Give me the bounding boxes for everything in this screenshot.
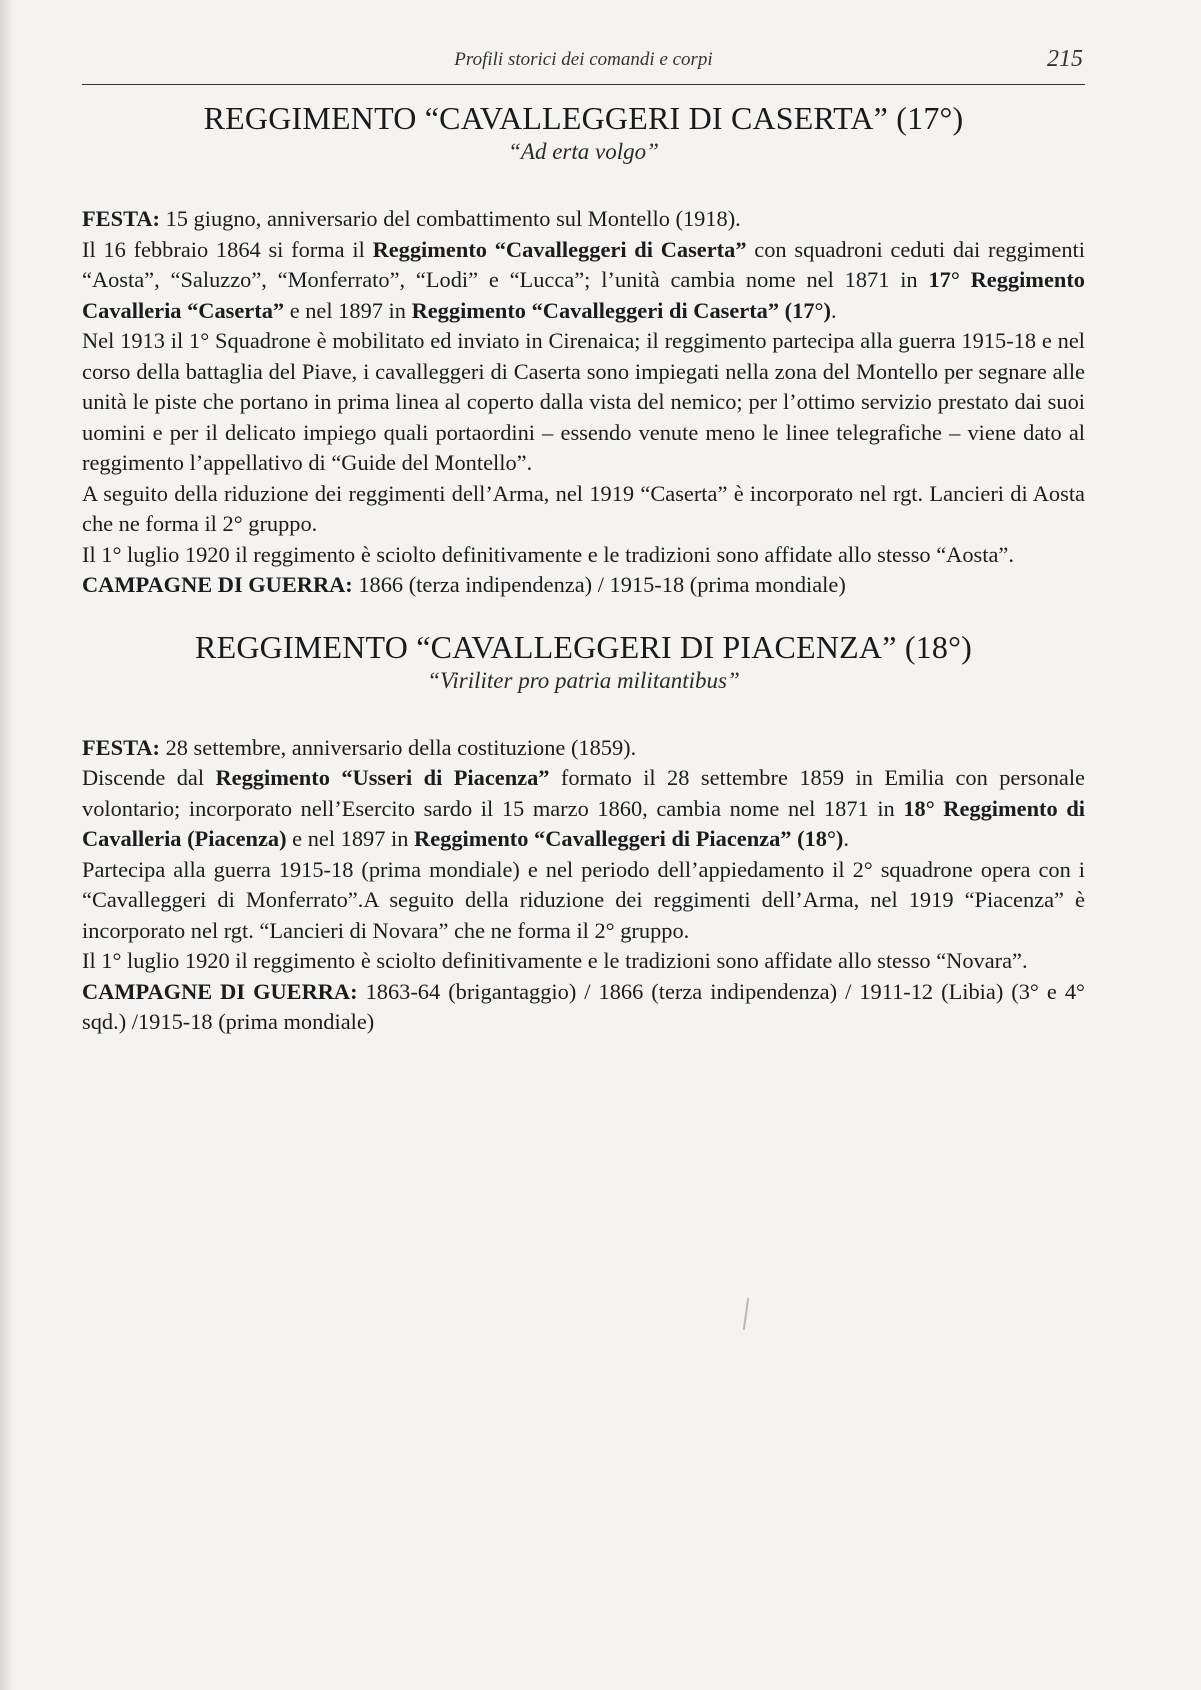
festa-line	[82, 204, 1085, 235]
history-text: Discende dal	[82, 765, 216, 790]
history-bold: Reggimento “Cavalleggeri di Caserta” (17°)	[411, 297, 831, 323]
campagne-line	[82, 570, 1085, 601]
history-paragraph	[82, 763, 1085, 855]
campagne-label: CAMPAGNE DI GUERRA:	[82, 572, 353, 597]
section-body	[82, 204, 1085, 601]
festa-text: 28 settembre, anniversario della costituzione (1859).	[159, 734, 637, 760]
history-bold: Reggimento “Cavalleggeri di Piacenza” (18°)	[414, 826, 844, 851]
history-text: con squadroni ceduti dai reggimenti “Aosta”, “Saluzzo”, “Monferrato”, “Lodi” e “Lucca”; l’unità cambia nome nel 1871 in	[82, 236, 1085, 292]
section-title: REGGIMENTO “CAVALLEGGERI DI CASERTA” (17°)	[203, 100, 964, 136]
section-piacenza	[82, 629, 1085, 1038]
history-text: e nel 1897 in	[286, 826, 415, 851]
running-title: Profili storici dei comandi e corpi	[454, 49, 713, 70]
festa-label: FESTA:	[82, 206, 160, 231]
section-caserta	[82, 100, 1085, 601]
page-content	[82, 100, 1085, 1038]
history-bold: Reggimento “Usseri di Piacenza”	[215, 765, 550, 790]
body-paragraph: Nel 1913 il 1° Squadrone è mobilitato ed inviato in Cirenaica; il reggimento partecipa alla guerra 1915-18 e nel corso della battaglia del Piave, i cavalleggeri di Caserta sono impiegati nella zona del Montello per segnare alle unità le piste che portano in prima linea al coperto dalla vista del nemico; per l’ottimo servizio prestato dai suoi uomini e per il delicato impiego quali portaordini – essendo venute meno le linee telegrafiche – viene dato al reggimento l’appellativo di “Guide del Montello”.	[82, 328, 1085, 475]
body-paragraph: A seguito della riduzione dei reggimenti dell’Arma, nel 1919 “Caserta” è incorporato nel rgt. Lancieri di Aosta che ne forma il 2° gruppo.	[82, 480, 1085, 536]
history-text: e nel 1897 in	[284, 297, 412, 323]
page-header	[82, 44, 1085, 85]
campagne-line	[82, 977, 1085, 1038]
history-bold: Reggimento “Cavalleggeri di Caserta”	[372, 236, 747, 262]
body-paragraph: Il 1° luglio 1920 il reggimento è sciolto definitivamente e le tradizioni sono affidate allo stesso “Aosta”.	[82, 541, 1014, 567]
history-text: .	[830, 297, 837, 323]
history-text: .	[843, 826, 849, 851]
history-text: formato il 28 settembre 1859 in Emilia con personale volontario; incorporato nell’Esercito sardo il 15 marzo 1860, cambia nome nel 1871 in	[82, 765, 1085, 821]
festa-label: FESTA:	[82, 734, 160, 760]
page-gutter-shadow	[0, 0, 14, 1690]
campagne-text: 1866 (terza indipendenza) / 1915-18 (prima mondiale)	[352, 572, 846, 597]
campagne-text: 1863-64 (brigantaggio) / 1866 (terza indipendenza) / 1911-12 (Libia) (3° e 4° sqd.) /1915-18 (prima mondiale)	[82, 978, 1085, 1034]
history-paragraph	[82, 235, 1085, 327]
stray-pen-mark	[743, 1298, 749, 1330]
campagne-label: CAMPAGNE DI GUERRA:	[82, 978, 358, 1004]
festa-text: 15 giugno, anniversario del combattimento sul Montello (1918).	[159, 206, 741, 231]
body-paragraph: Partecipa alla guerra 1915-18 (prima mondiale) e nel periodo dell’appiedamento il 2° squadrone opera con i “Cavalleggeri di Monferrato”.A seguito della riduzione dei reggimenti dell’Arma, nel 1919 “Piacenza” è incorporato nel rgt. “Lancieri di Novara” che ne forma il 2° gruppo.	[82, 856, 1085, 943]
page-number: 215	[1047, 46, 1083, 72]
section-title: REGGIMENTO “CAVALLEGGERI DI PIACENZA” (18°)	[195, 628, 972, 665]
section-body	[82, 733, 1085, 1038]
history-text: Il 16 febbraio 1864 si forma il	[82, 236, 373, 262]
section-motto: “Viriliter pro patria militantibus”	[427, 667, 740, 693]
history-bold: 18° Reggimento di Cavalleria (Piacenza)	[82, 795, 1085, 851]
festa-line	[82, 733, 1085, 764]
section-motto: “Ad erta volgo”	[508, 139, 659, 164]
history-bold: 17° Reggimento Cavalleria “Caserta”	[82, 267, 1085, 323]
body-paragraph: Il 1° luglio 1920 il reggimento è sciolto definitivamente e le tradizioni sono affidate allo stesso “Novara”.	[82, 948, 1028, 973]
